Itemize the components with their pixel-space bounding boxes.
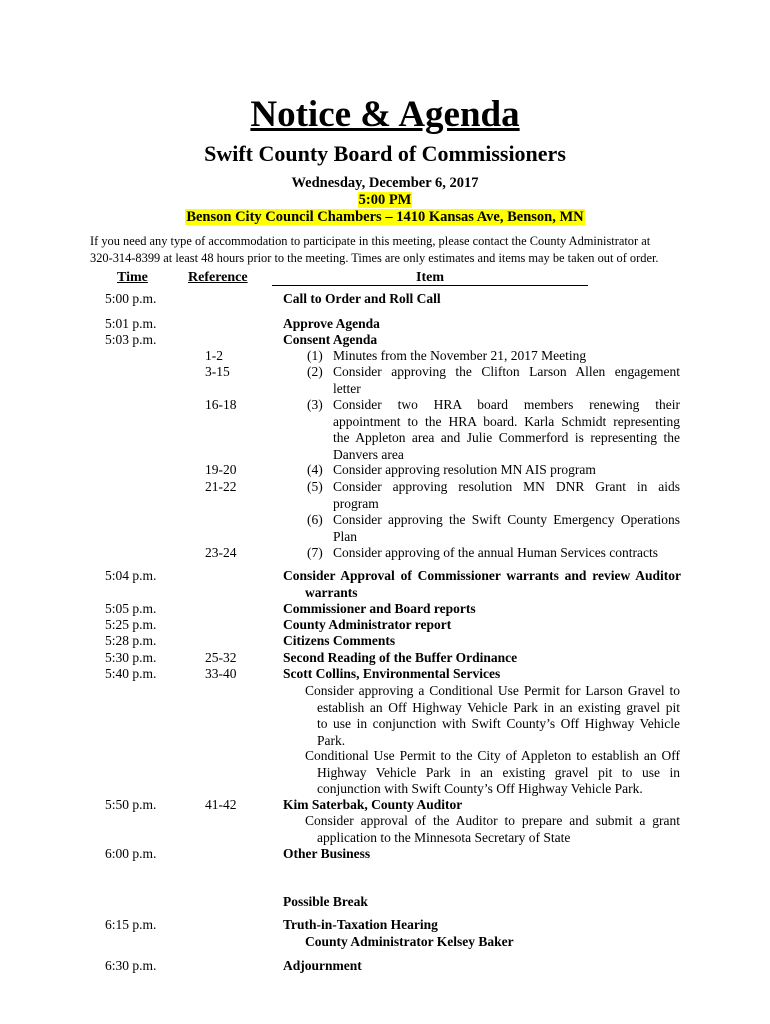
item-admin-report: County Administrator report [283,617,452,632]
paragraph-line: conjunction with Swift County’s Off Highway Vehicle Park. [317,781,643,796]
item-call-to-order: Call to Order and Roll Call [283,291,441,306]
consent-item-2-line: letter [333,380,361,396]
ref-consent-3: 16-18 [205,397,237,412]
consent-item-3-line: Danvers area [333,446,404,462]
ref-consent-7: 23-24 [205,545,237,560]
consent-num-2: (2) [307,364,323,379]
time-warrants: 5:04 p.m. [105,568,157,583]
item-citizens: Citizens Comments [283,633,396,648]
ref-consent-5: 21-22 [205,479,237,494]
warrants-line: warrants [305,584,358,600]
consent-num-3: (3) [307,397,323,412]
consent-item-1-line: Minutes from the November 21, 2017 Meeting [333,348,587,363]
time-buffer: 5:30 p.m. [105,650,157,665]
consent-num-4: (4) [307,462,323,477]
ref-consent-4: 19-20 [205,462,237,477]
item-board-reports: Commissioner and Board reports [283,601,476,616]
paragraph-line: Highway Vehicle Park in an existing gravel pit to use in [317,764,680,780]
paragraph-line: Consider approving a Conditional Use Permit for Larson Gravel to [305,683,680,698]
time-admin-report: 5:25 p.m. [105,617,157,632]
consent-item-6 [333,512,680,545]
time-adjournment: 6:30 p.m. [105,958,157,973]
item-auditor: Kim Saterbak, County Auditor [283,797,463,812]
paragraph-line: application to the Minnesota Secretary of State [317,829,571,845]
ref-buffer: 25-32 [205,650,237,665]
ref-auditor: 41-42 [205,797,237,812]
consent-num-1: (1) [307,348,323,363]
item-buffer: Second Reading of the Buffer Ordinance [283,650,518,665]
consent-item-5-line: program [333,495,379,511]
time-call-to-order: 5:00 p.m. [105,291,157,306]
item-approve-agenda: Approve Agenda [283,316,380,331]
time-hearing: 6:15 p.m. [105,917,157,932]
consent-item-7 [333,545,680,562]
column-header-time: Time [117,270,148,285]
consent-item-5 [333,479,680,512]
paragraph-line: to use in conjunction with Swift County’s Off Highway Vehicle [317,716,680,731]
accommodation-line-2: 320-314-8399 at least 48 hours prior to the meeting. Times are only estimates and items may be taken out of order. [90,250,659,265]
accommodation-notice [90,233,682,266]
consent-item-6-line: Consider approving the Swift County Emergency Operations [333,512,680,527]
column-header-item: Item [272,269,588,286]
consent-item-7-line: Consider approving of the annual Human Services contracts [333,545,659,560]
accommodation-line-1: If you need any type of accommodation to participate in this meeting, please contact the County Administrator at [90,234,651,248]
environmental-paragraph-2 [305,748,680,798]
ref-environmental: 33-40 [205,666,237,681]
item-possible-break: Possible Break [283,894,368,909]
item-consent-agenda: Consent Agenda [283,332,378,347]
hearing-presenter: County Administrator Kelsey Baker [305,934,514,949]
time-approve-agenda: 5:01 p.m. [105,316,157,331]
ref-consent-2: 3-15 [205,364,230,379]
paragraph-line: Park. [317,732,346,748]
item-other-business: Other Business [283,846,371,861]
consent-item-3-line: Consider two HRA board members renewing their [333,397,680,412]
paragraph-line: Consider approval of the Auditor to prepare and submit a grant [305,813,680,828]
consent-item-2-line: Consider approving the Clifton Larson Allen engagement [333,364,680,379]
paragraph-line: establish an Off Highway Vehicle Park in an existing gravel pit [317,699,680,715]
consent-item-3-line: appointment to the HRA board. Karla Schmidt representing [333,413,680,429]
item-warrants [283,568,681,601]
meeting-location: Benson City Council Chambers – 1410 Kansas Ave, Benson, MN [186,209,584,225]
time-board-reports: 5:05 p.m. [105,601,157,616]
consent-item-3 [333,397,680,463]
time-citizens: 5:28 p.m. [105,633,157,648]
time-auditor: 5:50 p.m. [105,797,157,812]
meeting-time: 5:00 PM [358,192,412,208]
consent-num-5: (5) [307,479,323,494]
time-consent-agenda: 5:03 p.m. [105,332,157,347]
consent-num-6: (6) [307,512,323,527]
consent-item-3-line: the Appleton area and Julie Commerford is representing the [333,430,680,445]
consent-item-2 [333,364,680,397]
consent-item-4-line: Consider approving resolution MN AIS program [333,462,596,477]
item-adjournment: Adjournment [283,958,362,973]
consent-num-7: (7) [307,545,323,560]
consent-item-5-line: Consider approving resolution MN DNR Grant in aids [333,479,680,494]
warrants-line: Consider Approval of Commissioner warrants and review Auditor [283,568,681,583]
document-title: Notice & Agenda [250,94,520,135]
consent-item-1 [333,348,680,365]
item-environmental: Scott Collins, Environmental Services [283,666,501,681]
meeting-date: Wednesday, December 6, 2017 [291,175,479,191]
ref-consent-1: 1-2 [205,348,223,363]
consent-item-4 [333,462,680,479]
column-header-reference: Reference [188,270,248,285]
time-environmental: 5:40 p.m. [105,666,157,681]
item-hearing: Truth-in-Taxation Hearing [283,917,438,932]
auditor-paragraph [305,813,680,846]
paragraph-line: Conditional Use Permit to the City of Appleton to establish an Off [305,748,680,763]
board-name: Swift County Board of Commissioners [204,141,566,166]
time-other-business: 6:00 p.m. [105,846,157,861]
consent-item-6-line: Plan [333,528,358,544]
environmental-paragraph-1 [305,683,680,749]
